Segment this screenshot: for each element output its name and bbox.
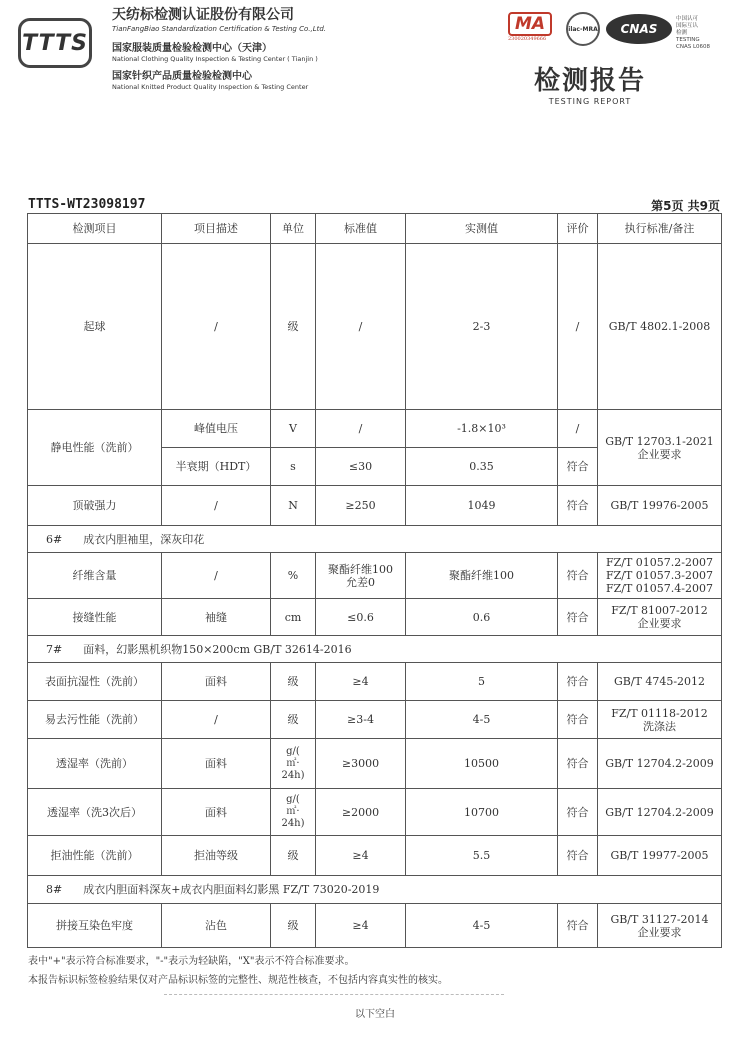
section-label: 7# 面料，幻影黑机织物150×200cm GB/T 32614-2016 bbox=[28, 636, 722, 663]
ilac-mra-mark: ilac-MRA bbox=[566, 12, 600, 46]
cell: 级 bbox=[271, 836, 316, 876]
cell: 符合 bbox=[558, 486, 598, 526]
cell: g/( ㎡· 24h) bbox=[271, 789, 316, 836]
company-name-en: TianFangBiao Standardization Certification & Testing Co.,Ltd. bbox=[112, 25, 327, 33]
table-row bbox=[28, 904, 722, 948]
cell: 0.35 bbox=[406, 448, 558, 486]
cell: / bbox=[316, 244, 406, 410]
header-cell: 标准值 bbox=[316, 214, 406, 244]
cell: / bbox=[316, 410, 406, 448]
cell: 面料 bbox=[162, 789, 271, 836]
table-header-row bbox=[28, 214, 722, 244]
table-row bbox=[28, 486, 722, 526]
report-title-block bbox=[520, 60, 660, 106]
footnotes bbox=[28, 952, 448, 990]
cell: 顶破强力 bbox=[28, 486, 162, 526]
cell: 表面抗湿性（洗前） bbox=[28, 663, 162, 701]
cnas-side-line: TESTING bbox=[676, 37, 700, 43]
cell: ≥3-4 bbox=[316, 701, 406, 739]
cell: 聚酯纤维100 允差0 bbox=[316, 553, 406, 599]
cell: 5.5 bbox=[406, 836, 558, 876]
cell: 符合 bbox=[558, 836, 598, 876]
cell: FZ/T 01118-2012 洗涤法 bbox=[598, 701, 722, 739]
center2-cn: 国家针织产品质量检验检测中心 bbox=[112, 71, 252, 82]
cell: 拒油等级 bbox=[162, 836, 271, 876]
cell: ≤0.6 bbox=[316, 599, 406, 636]
cell: -1.8×10³ bbox=[406, 410, 558, 448]
cell: 符合 bbox=[558, 789, 598, 836]
cell: 静电性能（洗前） bbox=[28, 410, 162, 486]
cell: GB/T 12704.2-2009 bbox=[598, 739, 722, 789]
cell: / bbox=[162, 486, 271, 526]
footnote-line: 表中"+"表示符合标准要求，"-"表示为轻缺陷，"X"表示不符合标准要求。 bbox=[28, 956, 355, 967]
cell: 10700 bbox=[406, 789, 558, 836]
cnas-side-line: 检测 bbox=[676, 30, 688, 36]
table-row bbox=[28, 410, 722, 448]
cell: FZ/T 01057.2-2007 FZ/T 01057.3-2007 FZ/T 01057.4-2007 bbox=[598, 553, 722, 599]
cell: 半衰期（HDT） bbox=[162, 448, 271, 486]
cell: 级 bbox=[271, 701, 316, 739]
company-info bbox=[112, 4, 326, 91]
cell: 4-5 bbox=[406, 701, 558, 739]
cell: 符合 bbox=[558, 448, 598, 486]
cell: 符合 bbox=[558, 663, 598, 701]
cnas-side-line: 国际互认 bbox=[676, 23, 699, 29]
cell: 峰值电压 bbox=[162, 410, 271, 448]
cell: 2-3 bbox=[406, 244, 558, 410]
header-cell: 单位 bbox=[271, 214, 316, 244]
cell: % bbox=[271, 553, 316, 599]
cell: ≥2000 bbox=[316, 789, 406, 836]
cell: GB/T 12704.2-2009 bbox=[598, 789, 722, 836]
cell: 级 bbox=[271, 904, 316, 948]
center1-en: National Clothing Quality Inspection & Testing Center ( Tianjin ) bbox=[112, 55, 318, 63]
cell: 面料 bbox=[162, 739, 271, 789]
center2-en: National Knitted Product Quality Inspection & Testing Center bbox=[112, 83, 309, 91]
cell: s bbox=[271, 448, 316, 486]
cell: 起球 bbox=[28, 244, 162, 410]
report-number: TTTS-WT23098197 bbox=[28, 197, 146, 212]
results-table bbox=[27, 213, 722, 948]
table-row bbox=[28, 836, 722, 876]
cell: ≥4 bbox=[316, 904, 406, 948]
cell: 1049 bbox=[406, 486, 558, 526]
cell: ≥4 bbox=[316, 663, 406, 701]
cell: / bbox=[558, 244, 598, 410]
cnas-mark: CNAS bbox=[606, 14, 672, 44]
cell: 5 bbox=[406, 663, 558, 701]
page-info: 第5页 共9页 bbox=[651, 199, 720, 213]
cell: GB/T 12703.1-2021 企业要求 bbox=[598, 410, 722, 486]
table-row bbox=[28, 663, 722, 701]
company-logo bbox=[18, 18, 92, 68]
cnas-side-line: CNAS L0608 bbox=[676, 44, 711, 50]
cnas-side-text bbox=[676, 16, 710, 51]
cell: 纤维含量 bbox=[28, 553, 162, 599]
cell: 级 bbox=[271, 663, 316, 701]
cell: / bbox=[162, 244, 271, 410]
header-cell: 执行标准/备注 bbox=[598, 214, 722, 244]
cell: 符合 bbox=[558, 739, 598, 789]
cell: 聚酯纤维100 bbox=[406, 553, 558, 599]
certification-marks bbox=[508, 12, 738, 52]
cell: GB/T 19977-2005 bbox=[598, 836, 722, 876]
cell: 0.6 bbox=[406, 599, 558, 636]
header-cell: 评价 bbox=[558, 214, 598, 244]
section-label: 6# 成衣内胆袖里，深灰印花 bbox=[28, 526, 722, 553]
cell: ≤30 bbox=[316, 448, 406, 486]
report-subtitle: TESTING REPORT bbox=[548, 97, 632, 106]
report-number-row bbox=[28, 197, 720, 213]
section-row bbox=[28, 636, 722, 663]
report-header bbox=[0, 0, 750, 120]
company-name-cn: 天纺标检测认证股份有限公司 bbox=[112, 7, 294, 23]
report-title: 检测报告 bbox=[533, 66, 646, 96]
cell: GB/T 4802.1-2008 bbox=[598, 244, 722, 410]
cma-number: 230020349666 bbox=[508, 36, 547, 42]
table-row bbox=[28, 244, 722, 410]
cell: ≥4 bbox=[316, 836, 406, 876]
cell: 拼接互染色牢度 bbox=[28, 904, 162, 948]
table-row bbox=[28, 701, 722, 739]
cell: 符合 bbox=[558, 904, 598, 948]
cell: ≥3000 bbox=[316, 739, 406, 789]
blank-below-text: 以下空白 bbox=[355, 1009, 395, 1020]
cell: 符合 bbox=[558, 553, 598, 599]
cell: N bbox=[271, 486, 316, 526]
cell: GB/T 4745-2012 bbox=[598, 663, 722, 701]
cma-logo-text: MA bbox=[508, 12, 552, 36]
section-label: 8# 成衣内胆面料深灰+成衣内胆面料幻影黑 FZ/T 73020-2019 bbox=[28, 876, 722, 904]
cell: 10500 bbox=[406, 739, 558, 789]
cell: 袖缝 bbox=[162, 599, 271, 636]
cell: / bbox=[162, 553, 271, 599]
footnote-line: 本报告标识标签检验结果仅对产品标识标签的完整性、规范性核查，不包括内容真实性的核实。 bbox=[28, 975, 448, 986]
header-cell: 项目描述 bbox=[162, 214, 271, 244]
cell: 透湿率（洗3次后） bbox=[28, 789, 162, 836]
cell: GB/T 19976-2005 bbox=[598, 486, 722, 526]
cell: V bbox=[271, 410, 316, 448]
logo-text: TTTS bbox=[22, 30, 88, 56]
cell: g/( ㎡· 24h) bbox=[271, 739, 316, 789]
cell: 4-5 bbox=[406, 904, 558, 948]
separator-line bbox=[164, 994, 504, 995]
cell: cm bbox=[271, 599, 316, 636]
cell: GB/T 31127-2014 企业要求 bbox=[598, 904, 722, 948]
table-row bbox=[28, 789, 722, 836]
table-row bbox=[28, 599, 722, 636]
cell: 透湿率（洗前） bbox=[28, 739, 162, 789]
section-row bbox=[28, 876, 722, 904]
cell: 面料 bbox=[162, 663, 271, 701]
cell: / bbox=[558, 410, 598, 448]
cell: 拒油性能（洗前） bbox=[28, 836, 162, 876]
cell: FZ/T 81007-2012 企业要求 bbox=[598, 599, 722, 636]
cell: 沾色 bbox=[162, 904, 271, 948]
header-cell: 实测值 bbox=[406, 214, 558, 244]
cell: / bbox=[162, 701, 271, 739]
cell: 符合 bbox=[558, 599, 598, 636]
cell: 接缝性能 bbox=[28, 599, 162, 636]
header-cell: 检测项目 bbox=[28, 214, 162, 244]
center1-cn: 国家服装质量检验检测中心（天津） bbox=[112, 43, 272, 54]
section-row bbox=[28, 526, 722, 553]
cma-mark bbox=[508, 12, 560, 48]
table-row bbox=[28, 553, 722, 599]
cell: ≥250 bbox=[316, 486, 406, 526]
cnas-side-line: 中国认可 bbox=[676, 16, 699, 22]
table-row bbox=[28, 739, 722, 789]
cell: 符合 bbox=[558, 701, 598, 739]
cell: 易去污性能（洗前） bbox=[28, 701, 162, 739]
cell: 级 bbox=[271, 244, 316, 410]
red-seal-stamp bbox=[730, 240, 750, 390]
